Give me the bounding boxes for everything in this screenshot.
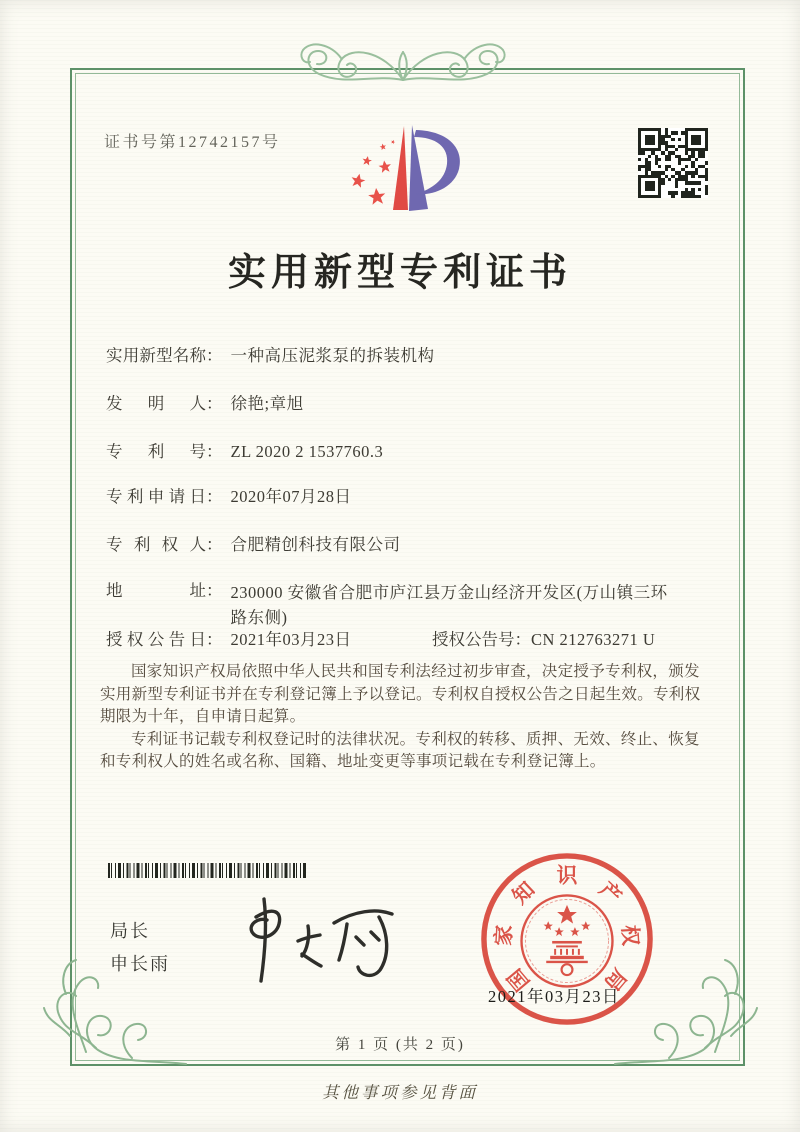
svg-text:权: 权 <box>617 924 641 947</box>
certificate-number: 证书号第12742157号 <box>104 134 281 151</box>
field-label: 专利号 <box>106 442 206 461</box>
field-row-patent-no: 专利号： ZL 2020 2 1537760.3 <box>106 442 384 461</box>
field-value: 一种高压泥浆泵的拆装机构 <box>230 346 435 365</box>
qr-code <box>638 128 708 198</box>
field-row-inventor: 发明人： 徐艳;章旭 <box>106 394 304 413</box>
grant-date-value: 2021年03月23日 <box>230 630 352 649</box>
signer-title: 局长 <box>110 921 150 941</box>
seal-date: 2021年03月23日 <box>488 987 620 1006</box>
grant-no-value: CN 212763271 U <box>531 630 656 649</box>
legal-body-text <box>100 661 706 774</box>
back-side-note: 其他事项参见背面 <box>322 1083 478 1102</box>
field-label: 实用新型名称 <box>106 346 206 365</box>
field-row-patent-name: 实用新型名称： 一种高压泥浆泵的拆装机构 <box>106 346 435 365</box>
field-label: 发明人 <box>106 394 206 413</box>
field-row-filing-date: 专利申请日： 2020年07月28日 <box>106 487 352 506</box>
field-row-grant: 授权公告日： 2021年03月23日 授权公告号：CN 212763271 U <box>106 630 656 649</box>
field-value: 230000 安徽省合肥市庐江县万金山经济开发区(万山镇三环路东侧) <box>230 583 668 627</box>
legal-paragraph-1: 国家知识产权局依照中华人民共和国专利法经过初步审查，决定授予专利权，颁发实用新型专利证书并在专利登记簿上予以登记。专利权自授权公告之日起生效。专利权期限为十年，自申请日起算。 <box>100 663 701 725</box>
field-label: 地址 <box>106 581 206 600</box>
field-value: 2020年07月28日 <box>230 487 352 506</box>
signer-name: 申长雨 <box>110 954 170 974</box>
barcode <box>108 863 306 878</box>
field-value: 合肥精创科技有限公司 <box>230 535 401 554</box>
svg-text:知: 知 <box>509 878 540 909</box>
svg-text:局: 局 <box>599 964 630 995</box>
field-value: 徐艳;章旭 <box>230 394 304 413</box>
field-row-patentee: 专利权人： 合肥精创科技有限公司 <box>106 535 401 554</box>
field-label: 专利申请日 <box>106 487 206 506</box>
signature-handwriting <box>228 893 408 988</box>
field-label: 专利权人 <box>106 535 206 554</box>
page-number: 第 1 页 (共 2 页) <box>335 1037 465 1053</box>
svg-text:产: 产 <box>594 878 625 909</box>
cnipa-logo-icon <box>340 106 470 228</box>
field-label: 授权公告日 <box>106 630 206 649</box>
certificate-title: 实用新型专利证书 <box>227 252 572 294</box>
field-value: ZL 2020 2 1537760.3 <box>230 442 384 461</box>
svg-text:国: 国 <box>504 964 535 995</box>
field-row-address: 地址： 230000 安徽省合肥市庐江县万金山经济开发区(万山镇三环路东侧) <box>106 580 669 630</box>
svg-text:识: 识 <box>556 865 578 888</box>
grant-no-label: 授权公告号 <box>432 630 515 649</box>
legal-paragraph-2: 专利证书记载专利权登记时的法律状况。专利权的转移、质押、无效、终止、恢复和专利权人的姓名或名称、国籍、地址变更等事项记载在专利登记簿上。 <box>100 730 700 770</box>
svg-text:家: 家 <box>493 924 517 947</box>
